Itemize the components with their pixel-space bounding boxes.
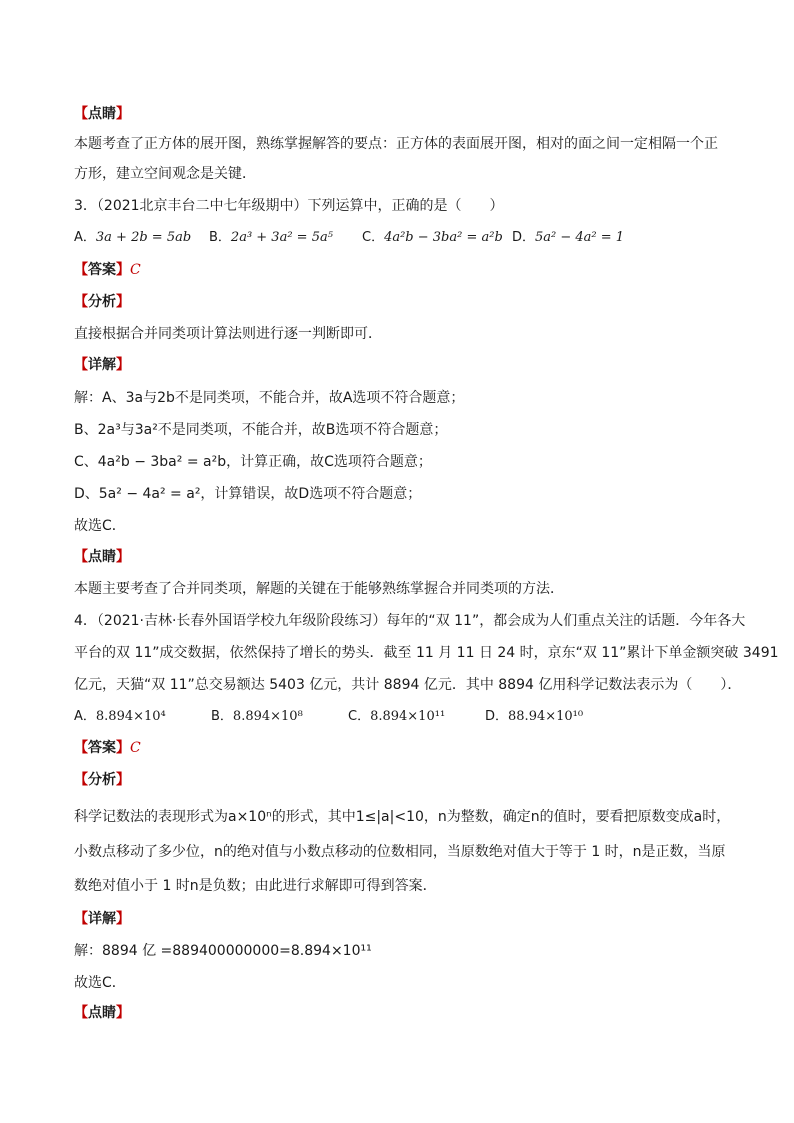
question-3-stem: 3．（2021北京丰台二中七年级期中）下列运算中，正确的是（ ）	[74, 198, 504, 214]
question-4-stem-line-2: 平台的双 11”成交数据，依然保持了增长的势头．截至 11 月 11 日 24 时，京东“双 11”累计下单金额突破 3491	[74, 645, 779, 661]
detail-line-1: 解：A、3a与2b不是同类项，不能合并，故A选项不符合题意；	[74, 390, 465, 406]
option-b: B．8.894×10⁸	[211, 709, 303, 724]
option-a: A．3a + 2b = 5ab	[74, 230, 192, 245]
point-text-line-1: 本题考查了正方体的展开图，熟练掌握解答的要点：正方体的表面展开图，相对的面之间一定相隔一个正	[74, 136, 718, 152]
option-c: C．4a²b − 3ba² = a²b	[362, 230, 503, 245]
question-4-options	[74, 708, 583, 726]
analysis-line-3: 数绝对值小于 1 时n是负数；由此进行求解即可得到答案．	[74, 878, 437, 894]
question-4-stem-line-3: 亿元，天猫“双 11”总交易额达 5403 亿元，共计 8894 亿元．其中 8894 亿用科学记数法表示为（ ）．	[74, 677, 742, 693]
point-heading-q3: 【点睛】	[74, 549, 130, 565]
option-c: C．8.894×10¹¹	[348, 709, 446, 724]
point-heading-q4: 【点睛】	[74, 1005, 130, 1021]
detail-line-5: 故选C．	[74, 518, 126, 534]
answer-row-q3: 【答案】C	[74, 262, 141, 278]
point-heading: 【点睛】	[74, 106, 130, 122]
option-a: A．8.894×10⁴	[74, 709, 166, 724]
answer-value: C	[130, 262, 141, 278]
option-d: D．5a² − 4a² = 1	[512, 230, 625, 245]
detail-line-q4-1: 解：8894 亿 =889400000000=8.894×10¹¹	[74, 943, 372, 959]
analysis-heading-q4: 【分析】	[74, 772, 130, 788]
point-text-line-2: 方形，建立空间观念是关键．	[74, 166, 256, 182]
analysis-text: 直接根据合并同类项计算法则进行逐一判断即可．	[74, 326, 382, 342]
analysis-line-2: 小数点移动了多少位，n的绝对值与小数点移动的位数相同，当原数绝对值大于等于 1 时，n是正数，当原	[74, 844, 726, 860]
detail-line-2: B、2a³与3a²不是同类项，不能合并，故B选项不符合题意；	[74, 422, 448, 438]
detail-line-3: C、4a²b − 3ba² = a²b，计算正确，故C选项符合题意；	[74, 454, 432, 470]
answer-row-q4: 【答案】C	[74, 740, 141, 756]
option-b: B．2a³ + 3a² = 5a⁵	[209, 230, 333, 245]
analysis-heading: 【分析】	[74, 294, 130, 310]
detail-line-q4-2: 故选C．	[74, 975, 126, 991]
detail-line-4: D、5a² − 4a² = a²，计算错误，故D选项不符合题意；	[74, 486, 422, 502]
detail-heading: 【详解】	[74, 357, 130, 373]
option-d: D．88.94×10¹⁰	[485, 709, 584, 724]
answer-value: C	[130, 740, 141, 756]
question-4-stem-line-1: 4．（2021·吉林·长春外国语学校九年级阶段练习）每年的“双 11”，都会成为人们重点关注的话题．今年各大	[74, 613, 746, 629]
analysis-line-1: 科学记数法的表现形式为a×10ⁿ的形式，其中1≤|a|<10，n为整数，确定n的值时，要看把原数变成a时，	[74, 809, 731, 825]
question-3-options	[74, 229, 624, 247]
detail-heading-q4: 【详解】	[74, 911, 130, 927]
point-text-q3: 本题主要考查了合并同类项，解题的关键在于能够熟练掌握合并同类项的方法．	[74, 581, 564, 597]
